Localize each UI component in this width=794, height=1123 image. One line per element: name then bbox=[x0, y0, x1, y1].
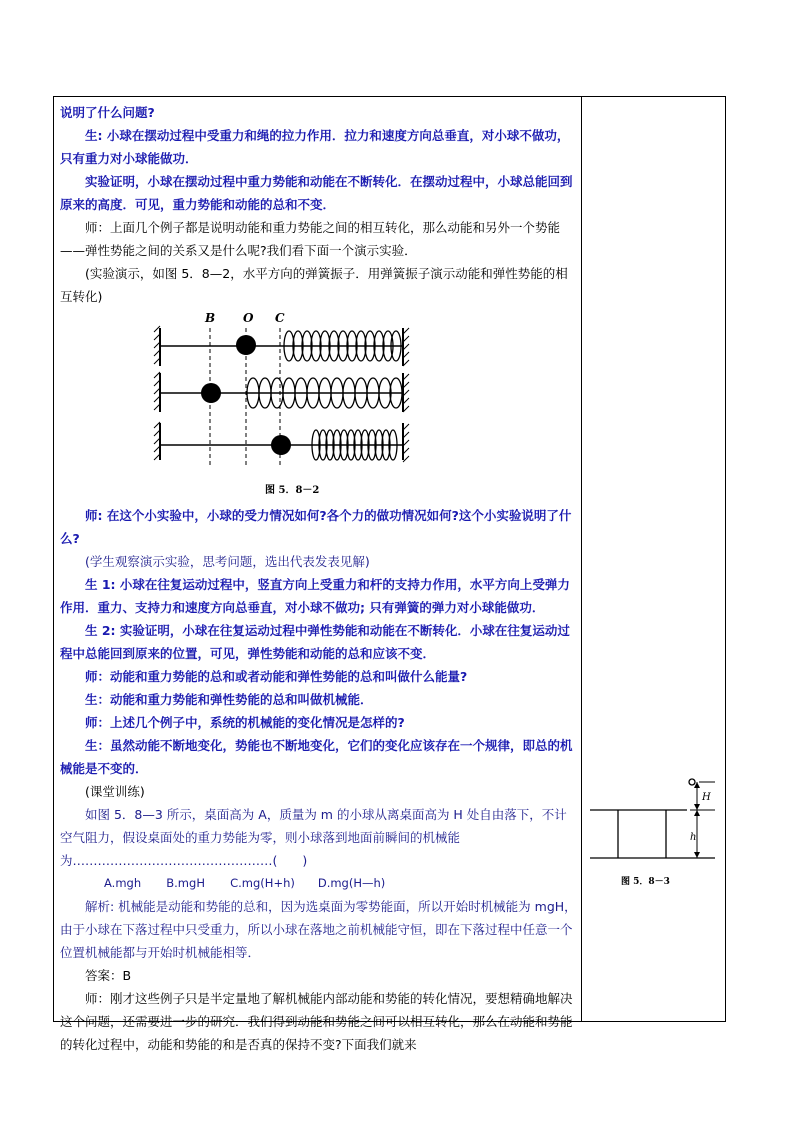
side-figure bbox=[587, 774, 725, 894]
experiment-conclusion: 实验证明，小球在摆动过程中重力势能和动能在不断转化．在摆动过程中，小球总能回到原来的高度．可见，重力势能和动能的总和不变． bbox=[60, 174, 573, 212]
teacher-question: 师：动能和重力势能的总和或者动能和弹性势能的总和叫做什么能量? bbox=[85, 669, 468, 684]
height-label-h-lower: h bbox=[690, 832, 697, 843]
ball-position-o bbox=[236, 335, 256, 355]
spring-oscillator-diagram bbox=[60, 308, 577, 504]
teacher-question: 师：上述几个例子中，系统的机械能的变化情况是怎样的? bbox=[85, 715, 405, 730]
text-line: 说明了什么问题? bbox=[60, 105, 155, 120]
answer-options: A.mgh B.mgH C.mg(H+h) D.mg(H—h) bbox=[104, 876, 386, 890]
student-activity: (学生观察演示实验，思考问题，选出代表发表见解) bbox=[85, 554, 370, 569]
student-1-answer: 生 1: 小球在往复运动过程中，竖直方向上受重力和杆的支持力作用，水平方向上受弹力作用．重力、支持力和速度方向总垂直，对小球不做功; 只有弹簧的弹力对小球能做功． bbox=[60, 577, 570, 615]
student-answer: 生：虽然动能不断地变化，势能也不断地变化，它们的变化应该存在一个规律，即总的机械能是不变的． bbox=[60, 738, 573, 776]
figure-caption: 图 5．8－2 bbox=[265, 485, 320, 496]
demo-note: (实验演示，如图 5．8—2，水平方向的弹簧振子．用弹簧振子演示动能和弹性势能的相互转化) bbox=[60, 266, 568, 304]
exercise-question: 如图 5．8—3 所示，桌面高为 A，质量为 m 的小球从离桌面高为 H 处自由落下，不计空气阻力，假设桌面处的重力势能为零，则小球落到地面前瞬间的机械能为…………………………………………( ) bbox=[60, 807, 567, 868]
label-o: O bbox=[243, 311, 254, 325]
table-height-diagram bbox=[587, 774, 725, 894]
student-answer: 生：动能和重力势能和弹性势能的总和叫做机械能． bbox=[85, 692, 373, 707]
lesson-table bbox=[53, 96, 726, 1052]
figure-caption: 图 5．8－3 bbox=[621, 877, 670, 887]
teacher-remark: 师：上面几个例子都是说明动能和重力势能之间的相互转化，那么动能和另外一个势能——弹性势能之间的关系又是什么呢?我们看下面一个演示实验． bbox=[60, 220, 561, 258]
answer: 答案：B bbox=[85, 968, 132, 983]
student-2-answer: 生 2: 实验证明，小球在往复运动过程中弹性势能和动能在不断转化．小球在往复运动过程中总能回到原来的位置，可见，弹性势能和动能的总和应该不变． bbox=[60, 623, 570, 661]
section-label: (课堂训练) bbox=[85, 784, 145, 799]
ball-position-c bbox=[271, 435, 291, 455]
teacher-remark: 师：刚才这些例子只是半定量地了解机械能内部动能和势能的转化情况，要想精确地解决这个问题，还需要进一步的研究．我们得到动能和势能之间可以相互转化，那么在动能和势能的转化过程中，动能和势能的和是否真的保持不变?下面我们就来 bbox=[60, 991, 573, 1052]
teacher-question: 师: 在这个小实验中，小球的受力情况如何?各个力的做功情况如何?这个小实验说明了什么? bbox=[60, 508, 572, 546]
student-answer: 生: 小球在摆动过程中受重力和绳的拉力作用．拉力和速度方向总垂直，对小球不做功，只有重力对小球能做功． bbox=[60, 128, 570, 166]
solution-analysis: 解析: 机械能是动能和势能的总和，因为选桌面为零势能面，所以开始时机械能为 mgH，由于小球在下落过程中只受重力，所以小球在落地之前机械能守恒，即在下落过程中任意一个位置机械能都与开始时机械能相等． bbox=[60, 899, 577, 960]
column-divider bbox=[581, 97, 582, 1021]
height-label-h-upper: H bbox=[702, 792, 711, 803]
label-b: B bbox=[205, 311, 216, 325]
main-column bbox=[60, 101, 577, 1056]
ball-position-b bbox=[201, 383, 221, 403]
label-c: C bbox=[275, 311, 285, 325]
spring-figure bbox=[60, 308, 577, 504]
